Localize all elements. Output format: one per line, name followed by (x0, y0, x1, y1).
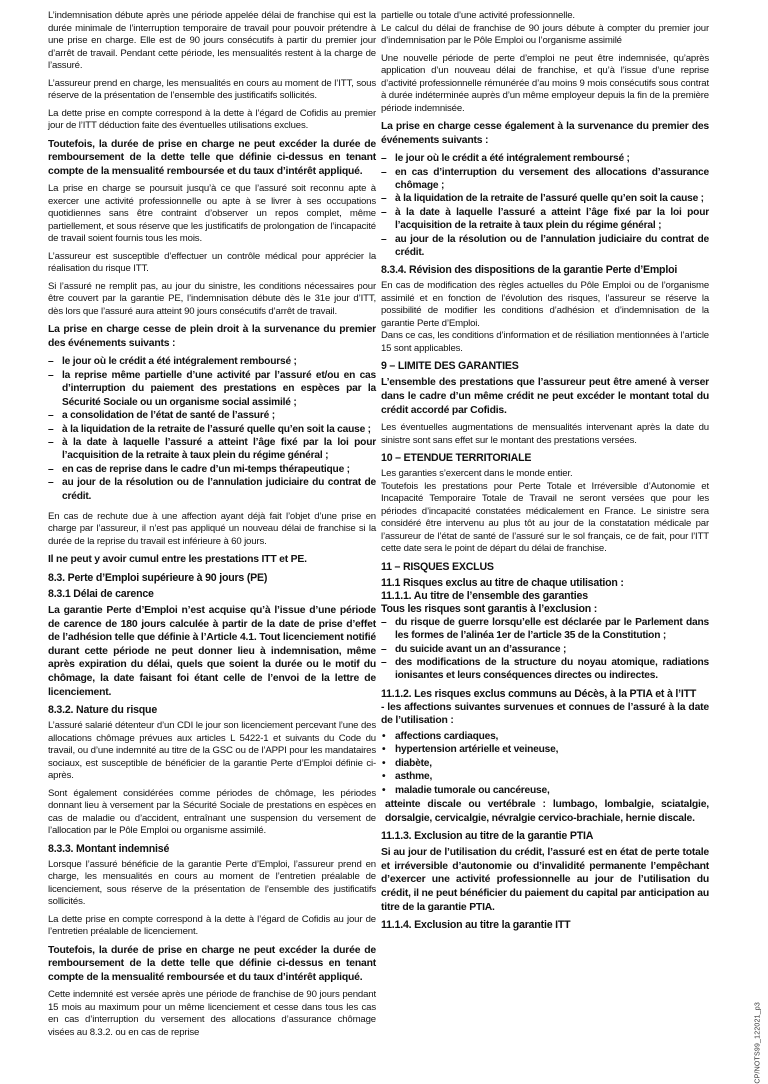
bold-paragraph: La prise en charge cesse également à la survenance du premier des événements suivants : (381, 121, 709, 146)
subsection-heading: 11.1.3. Exclusion au titre de la garantie PTIA (381, 830, 594, 843)
bold-paragraph: La garantie Perte d’Emploi n’est acquise qu’à l’issue d’une période de carence de 180 jours calculée à partir de la date de prise d’effet de l’adhésion telle que définie à l’Article 4.1. Tout licenciement notifié durant cette période ne peut donner lieu à indemnisation, même après expiration du délai, quels que soient la durée ou le motif du chômage, la date faisant foi étant celle de l’envoi de la lettre de licenciement. (48, 605, 376, 698)
list-item: – à la liquidation de la retraite de l’assuré quelle qu’en soit la cause ; (48, 423, 376, 436)
list-item: – du suicide avant un an d’assurance ; (381, 643, 709, 656)
list-item: – des modifications de la structure du noyau atomique, radiations ionisantes et leurs conséquences directes ou indirectes. (381, 656, 709, 683)
list-item: • hypertension artérielle et veineuse, (381, 743, 709, 756)
paragraph: La prise en charge se poursuit jusqu’à ce que l’assuré soit reconnu apte à exercer une activité professionnelle ou apte à se livrer à ses occupations quotidiennes sans être contraint d’observer un repos complet, même partiellement, et sous réserve que les justificatifs de prolongation de l’incapacité de travail soient fournis tous les mois. (48, 183, 376, 245)
document-reference-code: CP/NOTS99_122021_p3 (755, 1002, 762, 1084)
subsection-heading: 8.3.2. Nature du risque (48, 704, 158, 717)
subsection-heading: 11.1.2. Les risques exclus communs au Décès, à la PTIA et à l’ITT (381, 687, 697, 700)
section-heading: 11 – RISQUES EXCLUS (381, 560, 494, 573)
paragraph: Si l’assuré ne remplit pas, au jour du sinistre, les conditions nécessaires pour être couvert par la garantie PE, l’indemnisation débute dès le 31e jour d’ITT, dès lors que l’assuré aura atteint 90 jours consécutifs d’arrêt de travail. (48, 280, 376, 317)
paragraph: L’assureur est susceptible d’effectuer un contrôle médical pour apprécier la réalisation du risque ITT. (48, 250, 376, 275)
paragraph: Les garanties s’exercent dans le monde entier. (381, 468, 573, 480)
paragraph: En cas de modification des règles actuelles du Pôle Emploi ou de l’organisme assimilé et en fonction de l’évolution des risques, l’assureur se réserve la possibilité de modifier les conditions d’adhésion et d’indemnisation de la garantie Perte d’Emploi. (381, 280, 709, 329)
list-item: – la reprise même partielle d’une activité par l’assuré et/ou en cas d’interruption du paiement des prestations en espèces par la Sécurité Sociale ou un organisme social assimilé ; (48, 369, 376, 409)
list-item: • affections cardiaques, (381, 730, 709, 743)
bold-paragraph: Toutefois, la durée de prise en charge ne peut excéder la durée de remboursement de la dette telle que définie ci-dessus en tenant compte de la mensualité remboursée et du taux d’intérêt appliqué. (48, 138, 376, 177)
list-item: – du risque de guerre lorsqu’elle est déclarée par le Parlement dans les formes de l’alinéa 1er de l’article 35 de la Constitution ; (381, 616, 709, 643)
subsection-heading: 11.1.4. Exclusion au titre la garantie ITT (381, 919, 571, 932)
paragraph: L’assuré salarié détenteur d’un CDI le jour son licenciement percevant l’une des allocations chômage prévues aux articles L 5422-1 et suivants du Code du travail, ou d’une indemnité au titre de la GSC ou de l’APPI pour les mandataires sociaux, est susceptible de bénéficier de la garantie Perte d’Emploi définie ci-après. (48, 720, 376, 782)
paragraph: Lorsque l’assuré bénéficie de la garantie Perte d’Emploi, l’assureur prend en charge, les mensualités en cours au moment de l’entretien préalable de licenciement, sous réserve de la présentation de l’ensemble des justificatifs sollicités. (48, 858, 376, 908)
subsection-heading: 11.1.1. Au titre de l’ensemble des garanties (381, 589, 588, 602)
bold-paragraph: Toutefois, la durée de prise en charge ne peut excéder la durée de remboursement de la dette telle que définie ci-dessus en tenant compte de la mensualité remboursée et du taux d’intérêt appliqué. (48, 944, 376, 983)
paragraph: L’assureur prend en charge, les mensualités en cours au moment de l’ITT, sous réserve de la présentation de l’ensemble des justificatifs sollicités. (48, 77, 376, 101)
list-item: – en cas d’interruption du versement des allocations d’assurance chômage ; (381, 166, 709, 193)
list-item: – a consolidation de l’état de santé de l’assuré ; (48, 409, 376, 422)
paragraph: Toutefois les prestations pour Perte Totale et Irréversible d’Autonomie et Incapacité Temporaire Totale de Travail ne seront versées que pour les périodes d’incapacité constatées médicalement en France. Le sinistre sera considéré être intervenu au plus tôt au jour de la constatation médicale par l’assureur de l’état de santé de l’assuré sur le sol français, ce de fait, pour l’ITT cette date sera le point de départ du délai de franchise. (381, 480, 709, 555)
bold-paragraph: Il ne peut y avoir cumul entre les prestations ITT et PE. (48, 554, 307, 566)
paragraph: Une nouvelle période de perte d’emploi ne peut être indemnisée, qu’après application d’un nouveau délai de franchise, et qu’à l’issue d’une reprise d’activité professionnelle rémunérée d’au moins 9 mois consécutifs sous contrat à durée indéterminée auprès d’un même employeur depuis la fin de la première période indemnisée. (381, 52, 709, 114)
list-item: • asthme, (381, 770, 709, 783)
list-item: – au jour de la résolution ou de l’annulation judiciaire du contrat de crédit. (381, 233, 709, 260)
affections-list (381, 730, 709, 797)
paragraph: La dette prise en compte correspond à la dette à l’égard de Cofidis au jour de l’entretien préalable de licenciement. (48, 913, 376, 938)
bold-paragraph: La prise en charge cesse de plein droit à la survenance du premier des événements suivants : (48, 324, 376, 349)
paragraph: Le calcul du délai de franchise de 90 jours débute à compter du premier jour d’indemnisation par le Pôle Emploi ou l’organisme assimilé (381, 22, 709, 46)
list-item: • diabète, (381, 757, 709, 770)
subsection-heading: 11.1 Risques exclus au titre de chaque utilisation : (381, 576, 624, 589)
list-item: – en cas de reprise dans le cadre d’un mi-temps thérapeutique ; (48, 463, 376, 476)
list-item: – à la date à laquelle l’assuré a atteint l’âge fixé par la loi pour l’acquisition de la retraite à taux plein du régime général ; (48, 436, 376, 463)
left-column (48, 10, 376, 1044)
subsection-heading: 8.3.4. Révision des dispositions de la garantie Perte d’Emploi (381, 264, 678, 277)
section-heading: 10 – ETENDUE TERRITORIALE (381, 452, 532, 465)
list-item: – le jour où le crédit a été intégralement remboursé ; (381, 152, 709, 165)
termination-list (48, 355, 376, 502)
section-heading: 9 – LIMITE DES GARANTIES (381, 360, 519, 373)
termination-list (381, 152, 709, 259)
paragraph: Cette indemnité est versée après une période de franchise de 90 jours pendant 15 mois au maximum pour un même licenciement et cesse dans tous les cas en cas d’interruption du versement des allocations d’assurance chômage visées au 8.3.2. ou en cas de reprise (48, 989, 376, 1038)
list-item: – au jour de la résolution ou de l’annulation judiciaire du contrat de crédit. (48, 476, 376, 503)
bold-paragraph: - les affections suivantes survenues et connues de l’assuré à la date de l’utilisation : (381, 701, 709, 727)
bold-paragraph: Si au jour de l’utilisation du crédit, l’assuré est en état de perte totale et irréversible d’autonomie ou d’invalidité permanente l’empêchant d’exercer une activité professionnelle au jour de l’utilisation du crédit, il ne peut bénéficier du paiement du capital par anticipation au titre de la garantie PTIA. (381, 847, 709, 913)
section-heading: 8.3. Perte d’Emploi supérieure à 90 jours (PE) (48, 572, 268, 585)
paragraph: partielle ou totale d’une activité professionnelle. (381, 10, 575, 21)
paragraph: Sont également considérées comme périodes de chômage, les périodes donnant lieu à versement par la Sécurité Sociale de prestations en espèces en cas de maladie ou d’accident, entraînant une suspension du versement de l’allocation par le Pôle Emploi ou organisme assimilé. (48, 787, 376, 837)
list-item: – le jour où le crédit a été intégralement remboursé ; (48, 355, 376, 368)
paragraph: En cas de rechute due à une affection ayant déjà fait l’objet d’une prise en charge par l’assureur, il n’est pas appliqué un nouveau délai de franchise si la durée de la reprise du travail est inférieure à 60 jours. (48, 510, 376, 547)
bold-paragraph: atteinte discale ou vertébrale : lumbago, lombalgie, sciatalgie, dorsalgie, cervicalgie, névralgie cervico-brachiale, hernie discale. (385, 798, 709, 824)
list-item: – à la liquidation de la retraite de l’assuré quelle qu’en soit la cause ; (381, 192, 709, 205)
paragraph: Les éventuelles augmentations de mensualités intervenant après la date du sinistre sont sans effet sur le montant des prestations versées. (381, 422, 709, 446)
list-item: • maladie tumorale ou cancéreuse, (381, 784, 709, 797)
exclusion-list (381, 616, 709, 683)
right-column (381, 10, 709, 935)
bold-paragraph: L’ensemble des prestations que l’assureur peut être amené à verser dans le cadre d’un même crédit ne peut excéder le montant total du crédit accordé par Cofidis. (381, 377, 709, 416)
subsection-heading: Tous les risques sont garantis à l’exclusion : (381, 602, 598, 615)
list-item: – à la date à laquelle l’assuré a atteint l’âge fixé par la loi pour l’acquisition de la retraite à taux plein du régime général ; (381, 206, 709, 233)
subsection-heading: 8.3.3. Montant indemnisé (48, 842, 170, 855)
paragraph: La dette prise en compte correspond à la dette à l’égard de Cofidis au premier jour de l’ITT déduction faite des éventuelles utilisations exclues. (48, 107, 376, 131)
paragraph: Dans ce cas, les conditions d’information et de résiliation mentionnées à l’article 15 sont applicables. (381, 330, 709, 354)
subsection-heading: 8.3.1 Délai de carence (48, 588, 154, 601)
paragraph: L’indemnisation débute après une période appelée délai de franchise qui est la durée minimale de l’interruption temporaire de travail pour pouvoir prétendre à une prise en charge. Elle est de 90 jours consécutifs à partir du premier jour d’arrêt de travail. Pendant cette période, les mensualités restent à la charge de l’assuré. (48, 10, 376, 71)
